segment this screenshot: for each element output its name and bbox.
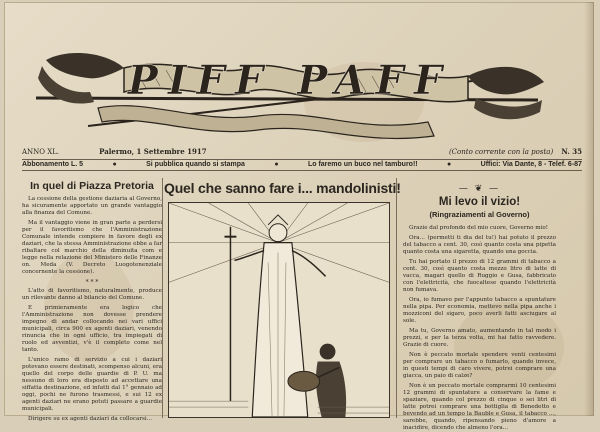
article-paragraph: Ora... (permetti ti dia del tu!) hai potuto il prezzo del tabacco a cent. 30, così quanto costa una pipetta quanto costa una sigaretta, quando una goccia. [403,235,556,255]
motto: Lo faremo un buco nel tamburo!! [307,160,418,168]
masthead-info-bar: ANNO XL. Palermo, 1 Settembre 1917 (Conto corrente con la posta) N. 35 Abbonamento L. 5 ● Si pubblica quando si stampa ● Lo faremo un buco nel tamburo!! ● Uffici: Via Dante, 8 - Telef. 6-87 [22,148,582,176]
cartoon-illustration [168,202,390,418]
right-article [396,178,556,431]
article-paragraph: La cessione della gestione daziaria al Governo, ha sicuramente apportato un grande vantaggio alla finanza del Comune. [22,196,162,216]
article-paragraph: Ma il vantaggio viene in gran parte a perdersi per il favoritismo che l'Amministrazione Comunale intende compiere in favore degli ex daziari, che la stessa Amministrazione ebbe a far ribaltare col marchio della diminuita com e legge nella relazione del Ministero delle Finanze on. Meda (V. Decreto Luogotenenziale concernente la cessione). [22,220,162,275]
article-paragraph: Tu hai portato il prezzo di 12 grammi di tabacco a cent. 30, così quanto costa mezzo litro di latte di vacca, magari quello di Ruggio e Gusa, fabbricato con l'elettricità, che fuocaltese quando l'elettricità non fumava. [403,259,556,293]
subscription-price: Abbonamento L. 5 [22,160,84,168]
right-article-subtitle: (Ringraziamenti al Governo) [429,210,530,219]
issue-date: Palermo, 1 Settembre 1917 [99,147,207,156]
left-article [22,178,163,422]
article-paragraph: Non è peccato mortale spendere venti centesimi per comprare un tabacco o fumarlo, quando invece, in questi tempi di caro vivere, potrei comprare una giacca, un paio di calze? [403,352,556,379]
article-paragraph: Ma tu, Governo amato, aumentando in tal modo i prezzi, e per la terza volta, mi hai fatto ravvedere. Grazie di cuore. [403,328,556,348]
masthead-illustration [28,38,548,146]
center-cartoon-section [164,178,401,418]
publication-note: Si pubblica quando si stampa [146,160,245,168]
article-paragraph: Grazie dal profondo del mio cuore, Governo mio! [409,225,548,231]
article-paragraph: Non è un peccato mortale comprarmi 10 centesimi 12 grammi di spuntature a conservare la fame e spaziare, quando col prezzo di cinque o sei litri di latte potrei comprare una bottiglia di Benedetto e bevendo ad un tempo la Bauble e Gusa, il tabacco ..., sarebbe, quando, ripensando pieno d'amore a inacidire, dicendo che almeno l'ora... [403,383,556,431]
article-paragraph: L'atto di favoritismo, naturalmente, produce un rilevante danno al bilancio del Comune. [22,288,162,301]
postal-note: (Conto corrente con la posta) [448,148,554,156]
office-address: Uffici: Via Dante, 8 - Telef. 6-87 [480,160,582,168]
masthead-title: PIFF PAFF [127,57,453,104]
page-edge-shadow [584,2,594,416]
right-article-title: Mi levo il vizio! [438,196,521,208]
ornament: — ❦ — [458,184,501,194]
article-paragraph: L'unico ramo di servizio a cui i daziari potevano essere destinati, scompenso alcuni, era quello del corpo delle guardie di P. U. ma nessuno di loro era disposto ad accettare una siffatta destinazione, ed infatti dal 1° gennaio ad oggi, pochi ne furono trasmessi, e sui 12 ex agenti daziari ne erano potuti passare a guardie municipali. [22,357,162,412]
article-paragraph: E primieramente era logico che l'Amministrazione non dovesse prendere impegno di andar collocando nei vari uffici municipali, circa 900 ex agenti daziari, venendo rinuncia che in ogni ufficio, tra impiegati di ruolo ed avventizi, v'è il completo come nel tanto. [22,305,162,353]
newspaper-page [4,2,594,431]
cartoon-headline: Quel che sanno fare i... mandolinisti! [164,180,401,196]
issue-year: ANNO XL. [22,148,60,156]
section-stars: * * * [85,279,99,286]
left-article-title: In quel di Piazza Pretoria [30,180,154,192]
masthead [28,38,548,146]
article-paragraph: Ora, io fumavo per l'appunto tabacco a spuntature nella pipa. Per economia, mettevo nella pipa anche i mozziconi del sigaro, poco averli fatti asciugare al sole. [403,297,556,324]
issue-number: N. 35 [561,147,582,156]
article-paragraph: Dirigere su ex agenti daziari da collocarsi... [28,416,153,422]
